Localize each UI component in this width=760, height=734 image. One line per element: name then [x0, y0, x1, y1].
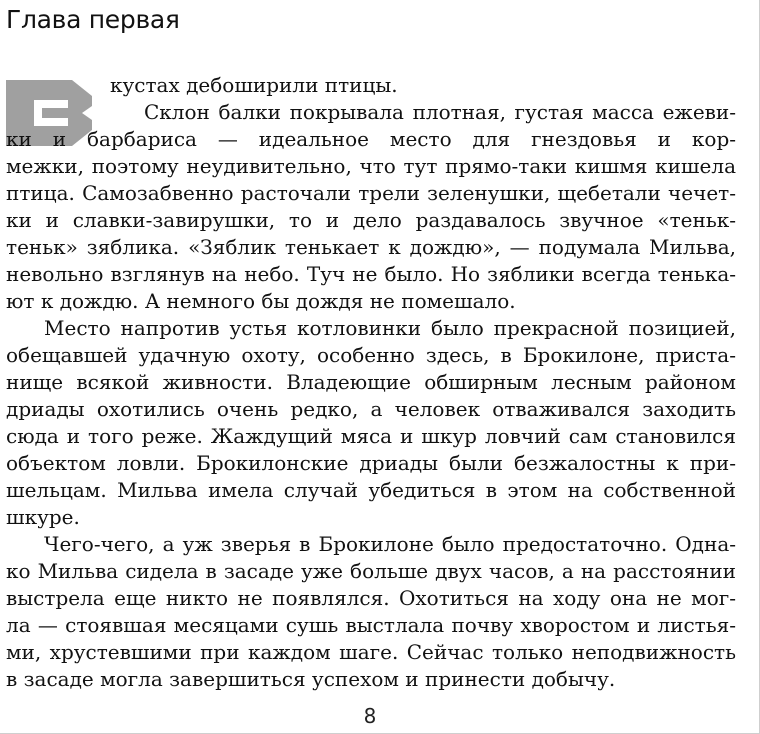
text-line: Чего-чего, а уж зверья в Брокилоне было предостаточно. Одна- — [44, 532, 736, 556]
body-text — [6, 72, 736, 693]
text-line: Склон балки покрывала плотная, густая масса ежеви- — [144, 100, 736, 124]
text-line: ют к дождю. А немного бы дождя не помешало. — [6, 289, 516, 313]
chapter-title: Глава первая — [6, 5, 180, 34]
paragraph-3 — [6, 315, 736, 531]
text-line: ки и барбариса — идеальное место для гнездовья и кор- — [6, 127, 736, 151]
text-line: нище всякой живности. Владеющие обширным лесным районом — [6, 370, 736, 394]
text-line: теньк» зяблика. «Зяблик тенькает к дождю», — подумала Мильва, — [6, 235, 736, 259]
text-line: птица. Самозабвенно расточали трели зеленушки, щебетали чечет- — [6, 181, 736, 205]
text-line: в засаде могла завершиться успехом и принести добычу. — [6, 667, 616, 691]
text-line: межки, поэтому неудивительно, что тут прямо-таки кишмя кишела — [6, 154, 736, 178]
text-line: кустах дебоширили птицы. — [110, 73, 398, 97]
paragraph-2 — [6, 99, 736, 315]
page-number: 8 — [363, 704, 377, 728]
text-line: сюда и того реже. Жаждущий мяса и шкур ловчий сам становился — [6, 424, 736, 448]
text-line: обещавшей удачную охоту, особенно здесь, в Брокилоне, приста- — [6, 343, 736, 367]
text-line: невольно взглянув на небо. Туч не было. Но зяблики всегда тенька- — [6, 262, 736, 286]
text-line: дриады охотились очень редко, а человек отваживался заходить — [6, 397, 736, 421]
text-line: выстрела еще никто не появлялся. Охотиться на ходу она не мог- — [6, 586, 736, 610]
text-line: объектом ловли. Брокилонские дриады были безжалостны к при- — [6, 451, 736, 475]
text-line: шкуре. — [6, 505, 80, 529]
text-line: ки и славки-завирушки, то и дело раздавалось звучное «теньк- — [6, 208, 736, 232]
paragraph-1 — [6, 72, 736, 99]
text-line: шельцам. Мильва имела случай убедиться в этом на собственной — [6, 478, 736, 502]
paragraph-4 — [6, 531, 736, 693]
text-line: Место напротив устья котловинки было прекрасной позицией, — [44, 316, 736, 340]
text-line: ко Мильва сидела в засаде уже больше двух часов, а на расстоянии — [6, 559, 736, 583]
text-line: ми, хрустевшими при каждом шаге. Сейчас только неподвижность — [6, 640, 736, 664]
text-line: ла — стоявшая месяцами сушь выстлала почву хворостом и листья- — [6, 613, 736, 637]
